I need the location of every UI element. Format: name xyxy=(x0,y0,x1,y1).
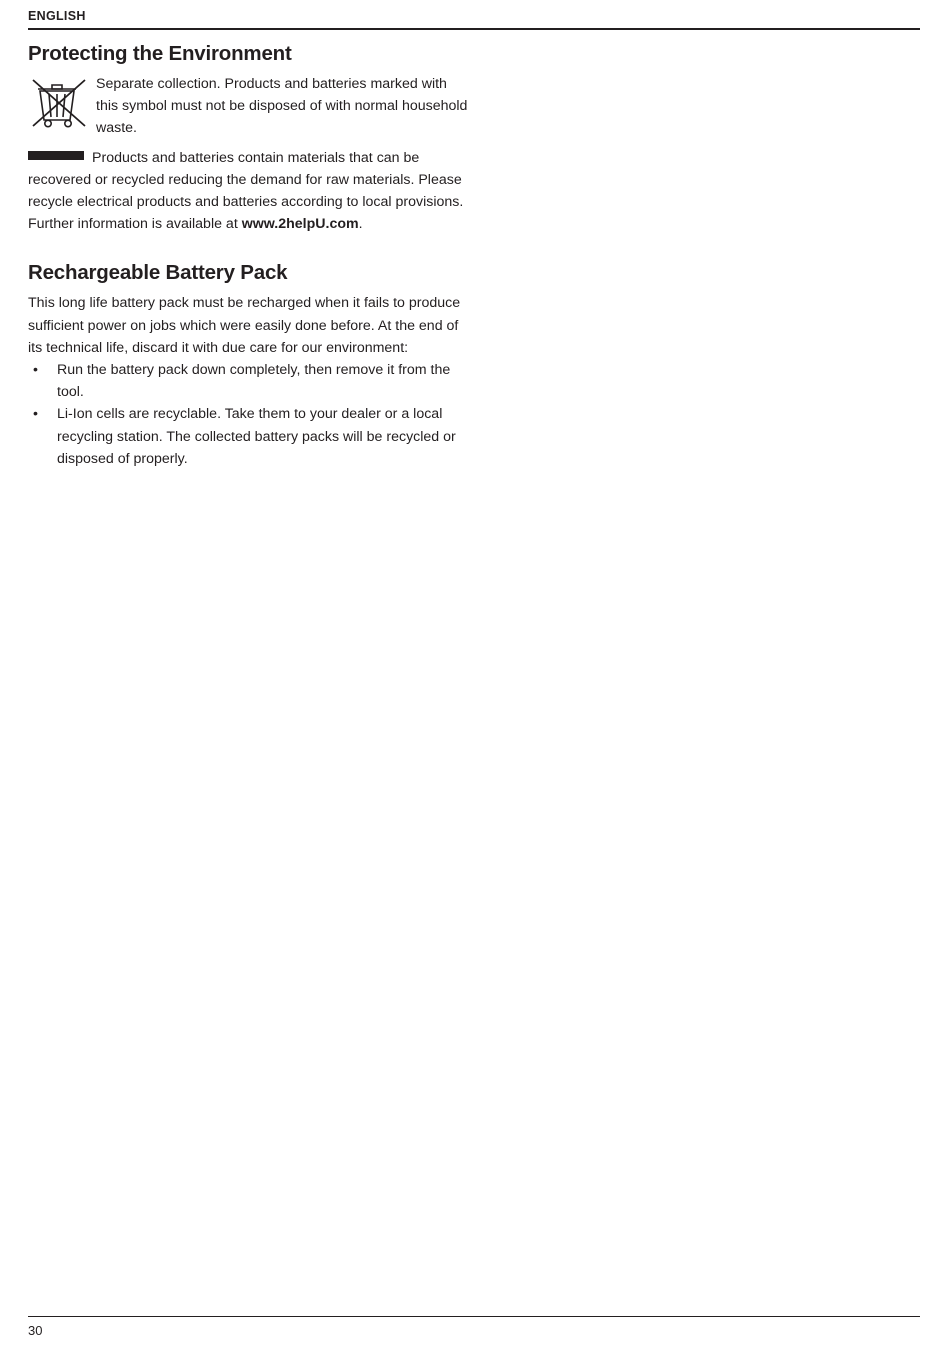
section-title-protecting-the-environment: Protecting the Environment xyxy=(28,42,292,65)
list-item-text: Run the battery pack down completely, then remove it from the tool. xyxy=(57,362,451,401)
recycling-paragraph-end: . xyxy=(358,216,363,233)
list-item xyxy=(28,403,468,470)
helpu-website-link[interactable]: www.2helpU.com xyxy=(241,216,359,233)
section-title-rechargeable-battery-pack: Rechargeable Battery Pack xyxy=(28,261,288,285)
list-item-text: Li-Ion cells are recyclable. Take them to your dealer or a local recycling station. The collected battery packs will be recycled or disposed of properly. xyxy=(57,406,456,467)
list-item xyxy=(28,359,468,403)
solid-bar-icon xyxy=(28,151,84,160)
content-column xyxy=(28,41,468,470)
header-divider xyxy=(28,28,920,30)
separate-collection-block xyxy=(28,73,468,140)
battery-pack-bullet-list xyxy=(28,359,468,470)
page-number: 30 xyxy=(28,1323,43,1338)
separate-collection-text: Separate collection. Products and batteries marked with this symbol must not be disposed of with normal household waste. xyxy=(96,76,468,137)
battery-pack-intro-text: This long life battery pack must be recharged when it fails to produce sufficient power on jobs which were easily done before. At the end of its technical life, discard it with due care for our environment: xyxy=(28,295,461,356)
language-label: ENGLISH xyxy=(28,9,86,23)
recycling-paragraph-text: Products and batteries contain materials that can be recovered or recycled reducing the demand for raw materials. Please recycle electrical products and batteries according to local provisions. Further information is available at xyxy=(28,149,464,233)
footer-divider xyxy=(28,1316,920,1317)
recycling-paragraph xyxy=(28,147,468,236)
bullet-marker-icon: • xyxy=(33,406,38,423)
page-header xyxy=(28,8,920,24)
bullet-marker-icon: • xyxy=(33,362,38,379)
crossed-out-wheelie-bin-icon xyxy=(30,76,90,130)
